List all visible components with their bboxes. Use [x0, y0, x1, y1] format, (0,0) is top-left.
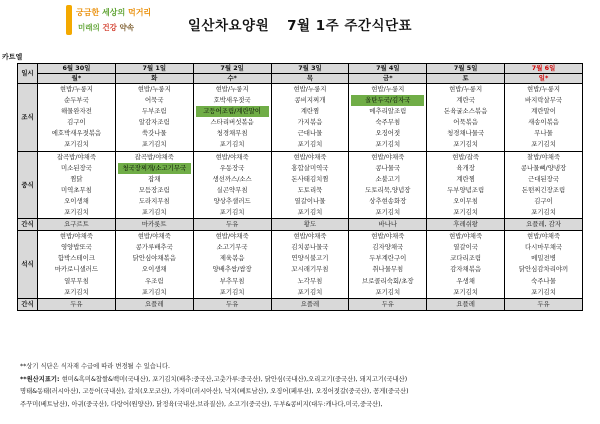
note-line — [20, 374, 598, 387]
date-cell: 7월 3일 — [271, 64, 349, 74]
menu-item: 소고기무국 — [216, 243, 248, 252]
menu-item: 김구이 — [534, 196, 553, 205]
date-cell: 6월 30일 — [38, 64, 116, 74]
menu-cell — [115, 84, 193, 152]
menu-item: 두부계란구이 — [369, 254, 407, 263]
menu-item: 생선까스/소스 — [212, 174, 252, 183]
menu-cell — [505, 151, 583, 219]
menu-item: 어묵볶음 — [453, 118, 478, 127]
menu-item: 숙주무침 — [375, 118, 401, 127]
menu-item: 포기김치 — [64, 208, 89, 217]
meal-label: 중식 — [18, 151, 38, 219]
menu-item: 바지락살무국 — [525, 96, 563, 105]
weekday-cell: 목 — [271, 74, 349, 84]
menu-cell — [115, 231, 193, 299]
note-line: 명태&동태(러시아산), 고등어(국내산), 갈치(오모코산), 가자미(러시아산), 낙지(베트남산), 오징어(페루산), 오징어젓갈(중국산), 꽁게(중국산) — [20, 388, 409, 396]
menu-item: 실곤약무침 — [216, 185, 248, 194]
snack-cell: 두유 — [38, 298, 116, 310]
menu-item: 콩나물국 — [375, 163, 401, 172]
snack-cell: 요플레 — [427, 298, 505, 310]
note-origin-text: 현미&흑미&찹쌀&백미(국내산), 포기김치(배추:중국산,고춧가루:중국산), 닭안심(국내산),오리고기(중국산), 돼지고기(국내산) — [61, 375, 408, 383]
menu-cell — [193, 84, 271, 152]
menu-cell — [349, 151, 427, 219]
menu-item: 어묵국 — [145, 96, 164, 105]
meal-label: 조식 — [18, 84, 38, 152]
snack-cell: 황도 — [271, 219, 349, 231]
menu-item: 도토리묵,양념장 — [365, 185, 411, 194]
menu-item: 현밥/야채죽 — [371, 232, 405, 241]
menu-item: 다시마무채국 — [525, 243, 563, 252]
menu-item: 포기김치 — [64, 140, 89, 149]
subhead: 카트엘 — [2, 53, 23, 61]
menu-item: 현밥/야채죽 — [449, 232, 483, 241]
menu-item: 포기김치 — [453, 287, 478, 296]
menu-cell — [505, 231, 583, 299]
meal-label: 간식 — [18, 219, 38, 231]
menu-item: 홍합살미역국 — [291, 163, 329, 172]
snack-cell: 요플레 — [115, 298, 193, 310]
menu-cell — [427, 231, 505, 299]
menu-item: 현밥/잡죽 — [452, 152, 480, 161]
snack-cell: 마카롯트 — [115, 219, 193, 231]
menu-item: 포기김치 — [531, 208, 556, 217]
menu-item: 포기김치 — [141, 287, 167, 296]
weekday-cell: 수* — [193, 74, 271, 84]
snack-row — [18, 298, 583, 310]
menu-item: 현밥/야채죽 — [293, 232, 327, 241]
menu-item: 잡채 — [148, 174, 161, 183]
header-label: 일시 — [18, 64, 38, 84]
date-header-row — [18, 64, 583, 74]
menu-item: 부추무침 — [219, 276, 245, 285]
menu-item: 메추리알조림 — [369, 107, 407, 116]
menu-cell — [193, 151, 271, 219]
title-week: 7월 1주 주간식단표 — [287, 18, 413, 34]
weekday-cell: 일* — [505, 74, 583, 84]
menu-item: 쑥갓나물 — [141, 129, 167, 138]
weekday-cell: 금* — [349, 74, 427, 84]
menu-item: 현밥/누룽지 — [449, 85, 483, 93]
date-cell: 7월 6일 — [505, 64, 583, 74]
menu-item: 오이무침 — [453, 196, 478, 205]
menu-item: 닭안심야채볶음 — [132, 254, 176, 263]
menu-item: 도토리묵 — [297, 185, 323, 194]
snack-cell: 바나나 — [349, 219, 427, 231]
logo-text: 먹거리 — [127, 8, 152, 17]
date-cell: 7월 4일 — [349, 64, 427, 74]
date-cell: 7월 1일 — [115, 64, 193, 74]
menu-cell — [349, 231, 427, 299]
meal-label: 간식 — [18, 298, 38, 310]
menu-item: 콩비지찌개 — [294, 96, 326, 105]
menu-item: 포기김치 — [453, 140, 478, 149]
menu-item: 포기김치 — [64, 287, 89, 296]
menu-item: 돈떤찌긴장조림 — [521, 185, 566, 194]
menu-item: 김자양채국 — [372, 243, 404, 252]
menu-item: 스타리버섯볶음 — [210, 118, 254, 127]
menu-item: 계란찜 — [456, 174, 475, 183]
menu-item: 김치콩나물국 — [291, 243, 329, 252]
menu-item: 돈육굴소스볶음 — [444, 107, 488, 116]
weekday-cell: 월* — [38, 74, 116, 84]
menu-cell — [427, 151, 505, 219]
menu-item: 브로콜리숙회/초장 — [362, 276, 414, 285]
menu-item: 취나물무침 — [372, 265, 404, 274]
menu-item: 무나물 — [534, 129, 553, 138]
menu-item: 콩가루배추국 — [135, 243, 173, 252]
menu-item: 포기김치 — [297, 208, 323, 217]
menu-item: 현밥/야채죽 — [215, 152, 249, 161]
menu-item: 미소된장국 — [60, 163, 92, 172]
logo-text: 약속 — [119, 23, 134, 32]
menu-item: 현밥/야채죽 — [137, 232, 171, 241]
meal-label: 석식 — [18, 231, 38, 299]
snack-cell: 두유 — [193, 298, 271, 310]
snack-cell: 요플레, 감자 — [505, 219, 583, 231]
menu-item: 찜닭 — [70, 174, 83, 183]
menu-item: 육개장 — [456, 163, 475, 172]
menu-item: 고등어조림/계란말이 — [196, 106, 269, 117]
page-title — [0, 14, 600, 34]
note-line: **상기 식단은 식자재 수급에 따라 변경될 수 있습니다. — [20, 363, 171, 370]
menu-item: 현밥/야채죽 — [215, 232, 249, 241]
menu-item: 상추현송화장 — [369, 196, 407, 205]
menu-cell — [38, 84, 116, 152]
meal-row-breakfast — [18, 84, 583, 152]
menu-item: 청경채나물국 — [447, 129, 485, 138]
menu-item: 포기김치 — [141, 140, 167, 149]
snack-cell: 요구르트 — [38, 219, 116, 231]
menu-item: 현밥/야채죽 — [371, 152, 405, 161]
menu-item: 코다리조림 — [450, 254, 482, 263]
menu-item: 김구이 — [67, 118, 86, 127]
menu-item: 순두부국 — [64, 96, 89, 105]
menu-item: 현밥/누룽지 — [59, 85, 93, 93]
meal-row-lunch — [18, 151, 583, 219]
menu-item: 현밥/야채죽 — [59, 232, 93, 241]
menu-item: 열갈이국 — [453, 243, 478, 252]
menu-item: 잡곡밥/야채죽 — [134, 152, 174, 161]
menu-item: 모듬장조림 — [138, 185, 170, 194]
menu-item: 양배추쌈/쌈장 — [212, 265, 252, 274]
snack-cell: 후레쉬왕 — [427, 219, 505, 231]
menu-item: 포기김치 — [141, 208, 167, 217]
menu-item: 현밥/누룽지 — [371, 85, 405, 93]
menu-item: 우생채 — [456, 276, 475, 285]
menu-item: 마카로니샐러드 — [54, 265, 99, 274]
menu-item: 호박새우젓국 — [213, 96, 251, 105]
menu-item: 연양식불고기 — [291, 254, 329, 263]
menu-item: 현밥/누룽지 — [527, 85, 561, 93]
menu-item: 도라지무침 — [138, 196, 170, 205]
notes — [20, 361, 598, 412]
snack-cell: 두유 — [349, 298, 427, 310]
menu-cell — [193, 231, 271, 299]
menu-item: 두부조림 — [141, 107, 167, 116]
menu-item: 계란찜 — [300, 107, 320, 116]
menu-cell — [505, 84, 583, 152]
menu-cell — [38, 231, 116, 299]
weekday-cell: 화 — [115, 74, 193, 84]
menu-item: 현밥/누룽지 — [137, 85, 171, 93]
menu-item: 잡곡밥/야채죽 — [56, 152, 97, 161]
menu-item: 우조림 — [145, 276, 164, 285]
weekday-header-row — [18, 74, 583, 84]
menu-item: 포기김치 — [219, 287, 245, 296]
menu-item: 올탄두국/김자국 — [351, 95, 424, 106]
menu-cell — [349, 84, 427, 152]
title-center: 일산차요양원 — [187, 18, 270, 34]
menu-item: 메밀전병 — [531, 254, 556, 263]
menu-item: 소불고기 — [375, 174, 401, 183]
menu-item: 해물완자전 — [60, 107, 92, 116]
menu-item: 열무무침 — [64, 276, 89, 285]
menu-item: 포기김치 — [453, 208, 478, 217]
menu-item: 포기김치 — [375, 208, 401, 217]
menu-item: 돈사태김치찜 — [291, 174, 329, 183]
menu-item: 오이생채 — [64, 196, 89, 205]
menu-item: 두부양념조림 — [447, 185, 485, 194]
menu-cell — [271, 231, 349, 299]
menu-item: 영양밥또국 — [60, 243, 92, 252]
menu-item: 미역초무침 — [60, 185, 92, 194]
menu-item: 포기김치 — [219, 208, 245, 217]
menu-item: 닭안심감차리야끼 — [518, 265, 569, 274]
logo-text: 건강 — [102, 23, 120, 32]
menu-item: 포기김치 — [297, 140, 323, 149]
menu-item: 찰밥/야채죽 — [527, 152, 561, 161]
logo-text: 궁금한 — [76, 8, 102, 17]
menu-item: 에호박새우젓볶음 — [51, 129, 102, 138]
menu-item: 감자채볶음 — [450, 265, 482, 274]
menu-cell — [427, 84, 505, 152]
meal-row-dinner — [18, 231, 583, 299]
menu-cell — [38, 151, 116, 219]
menu-item: 포기김치 — [375, 287, 401, 296]
menu-item: 계란말이 — [531, 107, 556, 116]
menu-cell — [271, 84, 349, 152]
snack-cell: 두유 — [505, 298, 583, 310]
menu-item: 노각무침 — [297, 276, 323, 285]
menu-item: 포기김치 — [219, 140, 245, 149]
menu-item: 양상추샐러드 — [213, 196, 251, 205]
weekday-cell: 토 — [427, 74, 505, 84]
logo-text: 세상의 — [101, 8, 128, 17]
menu-item: 오징어젓 — [375, 129, 401, 138]
menu-item: 청국장찌개/소고기무국 — [118, 163, 191, 174]
menu-item: 포기김치 — [297, 287, 323, 296]
menu-item: 가지볶음 — [297, 118, 323, 127]
logo-text: 미래의 — [78, 23, 103, 32]
menu-item: 포기김치 — [531, 287, 556, 296]
menu-item: 열갈이나물 — [294, 196, 326, 205]
snack-cell: 두유 — [193, 219, 271, 231]
note-line: 주꾸미(베트남산), 아귀(중국산), 다랑어(원양산), 닭정육(국내산,브라질산), 소고기(중국산), 두부&콩비지(대두:캐나다,미국,중국산), — [20, 401, 383, 409]
date-cell: 7월 5일 — [427, 64, 505, 74]
menu-item: 현밥/누룽지 — [293, 85, 327, 93]
menu-item: 청경채무침 — [216, 129, 248, 138]
menu-item: 계란국 — [456, 96, 475, 105]
snack-row — [18, 219, 583, 231]
menu-item: 포기김치 — [531, 140, 556, 149]
menu-item: 현밥/누룽지 — [215, 85, 249, 93]
menu-item: 콩나물뼈/양냉장 — [520, 163, 567, 172]
menu-item: 꼬시래기무침 — [291, 265, 329, 274]
menu-item: 포기김치 — [375, 140, 401, 149]
menu-cell — [271, 151, 349, 219]
menu-item: 현밥/야채죽 — [293, 152, 327, 161]
menu-item: 근대나물 — [297, 129, 323, 138]
snack-cell: 요플레 — [271, 298, 349, 310]
menu-item: 알감자조림 — [138, 118, 170, 127]
menu-item: 우동장국 — [219, 163, 245, 172]
menu-table — [17, 63, 583, 311]
menu-cell — [115, 151, 193, 219]
menu-item: 근대된장국 — [528, 174, 559, 183]
menu-item: 함박스테이크 — [57, 254, 95, 263]
menu-item: 제육볶음 — [219, 254, 245, 263]
menu-item: 숙주나물 — [531, 276, 556, 285]
menu-item: 현밥/야채죽 — [527, 232, 561, 241]
note-origin-label: **원산지표기: — [20, 375, 62, 383]
menu-item: 오이생채 — [141, 265, 167, 274]
date-cell: 7월 2일 — [193, 64, 271, 74]
menu-item: 새송이볶음 — [528, 118, 559, 127]
